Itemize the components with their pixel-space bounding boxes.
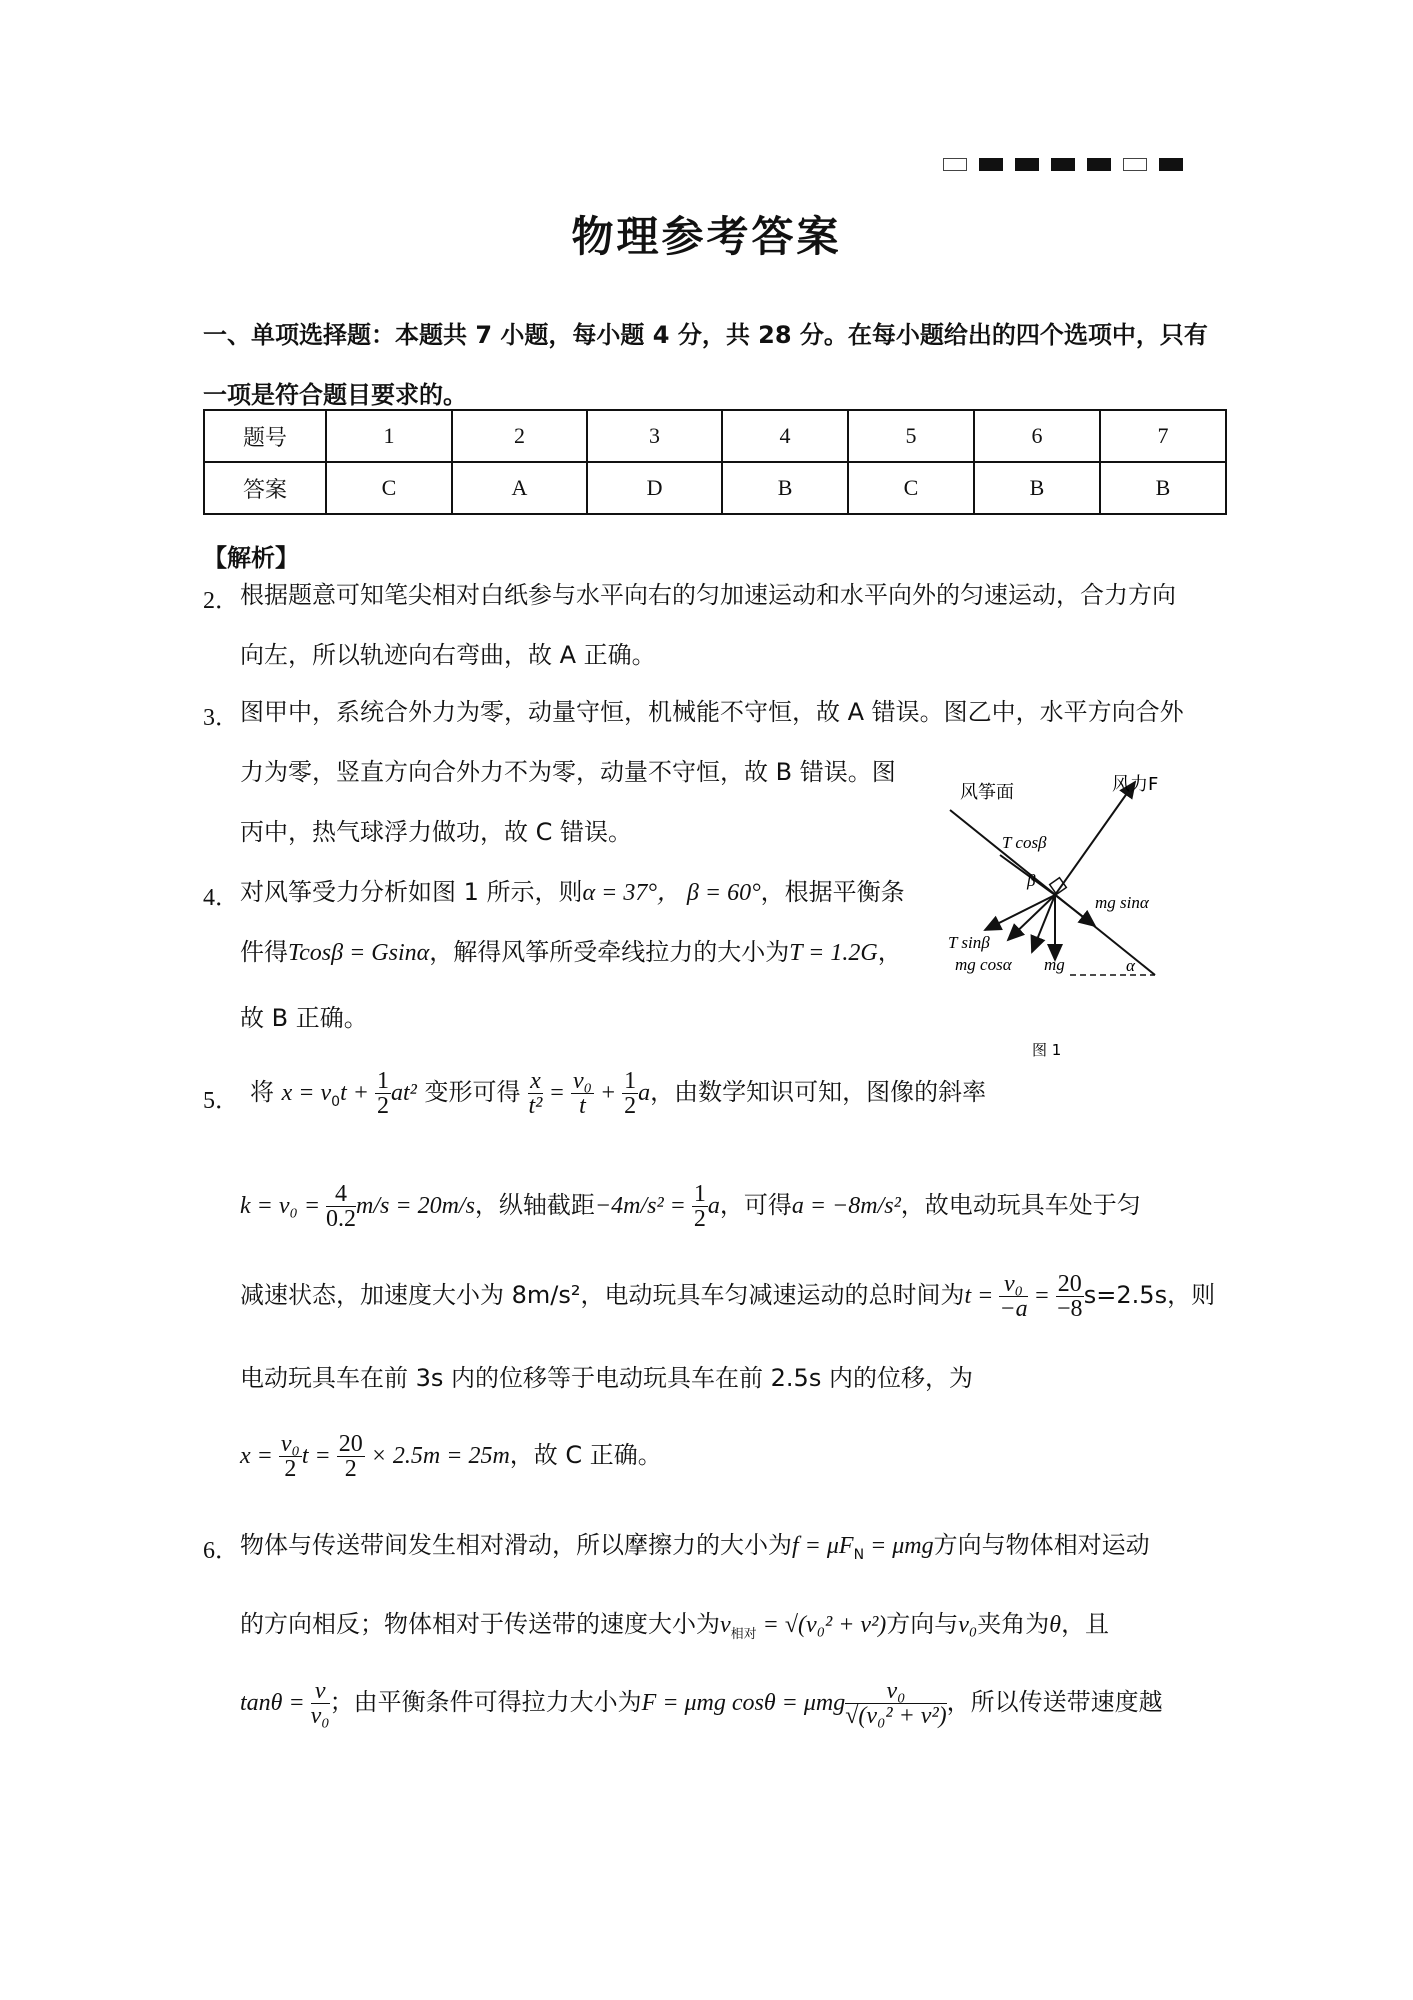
- q3-line: 力为零，竖直方向合外力不为零，动量不守恒，故 B 错误。图: [240, 758, 896, 786]
- section-heading: 一、单项选择题：本题共 7 小题，每小题 4 分，共 28 分。在每小题给出的四个选项中，只有一项是符合题目要求的。: [203, 321, 1208, 409]
- question-number: 6．: [203, 1538, 239, 1564]
- q5-text: 变形可得: [424, 1078, 521, 1106]
- q4-line: 故 B 正确。: [240, 1004, 368, 1032]
- subscript: 相对: [730, 1626, 757, 1642]
- q5-math: a: [638, 1080, 651, 1106]
- q3-line: 丙中，热气球浮力做功，故 C 错误。: [240, 818, 633, 846]
- label-t-cos: T cosβ: [1002, 833, 1047, 852]
- page-title: 物理参考答案: [571, 212, 842, 261]
- q4-math: α = 37°， β = 60°: [582, 880, 761, 906]
- denominator: −a: [999, 1295, 1028, 1322]
- numerator: v₀: [999, 1272, 1027, 1297]
- fraction: [375, 1069, 391, 1118]
- q3-line: 图甲中，系统合外力为零，动量守恒，机械能不守恒，故 A 错误。图乙中，水平方向合外: [240, 698, 1184, 726]
- table-cell: 6: [974, 410, 1100, 462]
- question-number: 4．: [203, 885, 239, 911]
- table-cell: 3: [587, 410, 722, 462]
- q4-line: [240, 862, 905, 923]
- analysis-heading: 【解析】: [203, 544, 299, 572]
- q4-text: 对风筝受力分析如图 1 所示，则: [240, 878, 583, 906]
- label-mg: mg: [1044, 955, 1065, 974]
- q5-text: 将: [250, 1078, 274, 1106]
- q6-line: 的方向相反；物体相对于传送带的速度大小为$v_{相对} = √(v_0^2 + v^2)$方向与v₀夹角为θ，且: [240, 1610, 1110, 1642]
- q5-math: a = −8m/s²: [791, 1193, 901, 1219]
- q5-math: x =: [240, 1443, 279, 1469]
- q6-text: 物体与传送带间发生相对滑动，所以摩擦力的大小为: [240, 1531, 792, 1559]
- numerator: v₀: [845, 1679, 946, 1704]
- q5-line: 电动玩具车在前 3s 内的位移等于电动玩具车在前 2.5s 内的位移，为: [240, 1364, 973, 1392]
- table-cell: 4: [722, 410, 848, 462]
- table-cell: 2: [452, 410, 587, 462]
- q5-math: a: [707, 1193, 720, 1219]
- q5-math: t =: [964, 1283, 1000, 1309]
- q4-math: Tcosβ = Gsinα: [288, 940, 430, 966]
- q6-text: 方向与: [886, 1610, 959, 1638]
- q6-text: 方向与物体相对运动: [933, 1531, 1150, 1559]
- denominator: 2: [284, 1455, 297, 1482]
- fraction: [337, 1432, 365, 1481]
- table-row: [204, 410, 1226, 462]
- denominator: v₀: [310, 1702, 330, 1729]
- q5-text: s=2.5s，则: [1083, 1281, 1216, 1309]
- table-cell: B: [722, 462, 848, 514]
- q2-line: 根据题意可知笔尖相对白纸参与水平向右的匀加速运动和水平向外的匀速运动，合力方向: [240, 581, 1176, 609]
- denominator: 0.2: [326, 1205, 357, 1232]
- q6-math: f = μF: [792, 1533, 854, 1559]
- mark-empty: [1123, 158, 1147, 171]
- denominator: √(v₀² + v²): [845, 1702, 947, 1729]
- q6-line: [240, 1672, 1163, 1733]
- q5-text: ，可得: [719, 1191, 792, 1219]
- numerator: 4: [326, 1182, 356, 1207]
- q6-text: 夹角为: [977, 1610, 1050, 1638]
- fraction: [528, 1069, 543, 1118]
- denominator: t²: [528, 1092, 543, 1119]
- force-diagram: [940, 760, 1190, 1060]
- mark-empty: [943, 158, 967, 171]
- q6-math: v₀: [958, 1612, 978, 1638]
- q4-text: ，解得风筝所受牵线拉力的大小为: [429, 938, 790, 966]
- table-cell: 5: [848, 410, 974, 462]
- q6-math: F = μmg cosθ = μmg: [641, 1690, 846, 1716]
- denominator: 2: [344, 1455, 357, 1482]
- q5-line: [240, 1175, 1220, 1236]
- mark-filled: [1015, 158, 1039, 171]
- row-label: 题号: [204, 410, 326, 462]
- numerator: v₀: [572, 1067, 592, 1094]
- row-label: 答案: [204, 462, 326, 514]
- q5-line: 减速状态，加速度大小为 8m/s²，电动玩具车匀减速运动的总时间为t = $\frac{\text{v₀}}{-a}$ = $\frac{20}{-8}$ s=2.5s，则: [240, 1270, 1216, 1322]
- q6-math: = μmg: [864, 1533, 934, 1559]
- q6-math: √(v₀² + v²): [784, 1612, 887, 1638]
- subscript: N: [853, 1546, 865, 1563]
- numerator: 20: [1057, 1270, 1082, 1297]
- table-cell: 1: [326, 410, 452, 462]
- label-wind-force: 风力F: [1112, 774, 1159, 795]
- q5-math: k = v₀ =: [240, 1193, 327, 1219]
- mg-sin-arrow: [1055, 895, 1095, 926]
- subscript: 0: [331, 1093, 341, 1110]
- table-row: [204, 462, 1226, 514]
- question-number: 5．: [203, 1088, 239, 1114]
- denominator: t: [579, 1092, 586, 1119]
- figure-caption: 图 1: [1032, 1041, 1062, 1059]
- q5-text: ，故电动玩具车处于匀: [900, 1191, 1141, 1219]
- table-cell: 7: [1100, 410, 1226, 462]
- q5-text: 减速状态，加速度大小为 8m/s²，电动玩具车匀减速运动的总时间为: [240, 1281, 965, 1309]
- table-cell: C: [326, 462, 452, 514]
- fraction: [326, 1182, 356, 1231]
- mg-cos-arrow: [1032, 895, 1055, 952]
- q6-text: ，所以传送带速度越: [946, 1688, 1163, 1716]
- fraction: [1056, 1272, 1084, 1321]
- q6-text: 的方向相反；物体相对于传送带的速度大小为: [240, 1610, 720, 1638]
- denominator: 2: [376, 1092, 389, 1119]
- question-number: 3．: [203, 705, 239, 731]
- mark-filled: [979, 158, 1003, 171]
- q6-line: [240, 1515, 1150, 1585]
- q5-line: 将 $x = v_0t$ + $\frac{1}{2}$ at² 变形可得 $\frac{x}{\text{t²}}$ = $\frac{\text{v₀}}{t}$ + $\frac{1}{2}$ a，由数学知识可知，图像的斜率: [250, 1067, 987, 1119]
- numerator: 20: [338, 1430, 363, 1457]
- table-cell: D: [587, 462, 722, 514]
- numerator: x: [530, 1067, 541, 1094]
- table-cell: B: [974, 462, 1100, 514]
- numerator: 1: [624, 1067, 637, 1094]
- q5-text: ，由数学知识可知，图像的斜率: [650, 1078, 987, 1106]
- q6-math: v: [720, 1612, 731, 1638]
- numerator: v₀: [280, 1430, 300, 1457]
- tension-arrow: [985, 895, 1055, 930]
- q5-text: ，纵轴截距: [474, 1191, 595, 1219]
- q5-math: x = v: [281, 1080, 332, 1106]
- tension-sin-arrow: [1008, 895, 1055, 940]
- barcode-marks: [943, 158, 1183, 171]
- numerator: v: [311, 1679, 330, 1704]
- numerator: 1: [693, 1180, 706, 1207]
- mark-filled: [1159, 158, 1183, 171]
- fraction: [571, 1069, 594, 1118]
- q6-text: ；由平衡条件可得拉力大小为: [329, 1688, 642, 1716]
- q5-line: [240, 1425, 662, 1486]
- fraction: [622, 1069, 638, 1118]
- q6-text: ，且: [1061, 1610, 1110, 1638]
- q5-math: t +: [340, 1080, 375, 1106]
- label-beta: β: [1027, 871, 1036, 890]
- fraction: [311, 1679, 330, 1728]
- fraction: [999, 1272, 1027, 1321]
- q4-math: T = 1.2G: [789, 940, 878, 966]
- denominator: −8: [1057, 1295, 1083, 1322]
- denominator: 2: [624, 1092, 637, 1119]
- fraction: [845, 1679, 946, 1728]
- label-mg-sin: mg sinα: [1095, 893, 1149, 912]
- q5-math: m/s = 20m/s: [356, 1193, 475, 1219]
- label-mg-cos: mg cosα: [955, 955, 1012, 974]
- q4-text: ，: [877, 938, 902, 966]
- question-number: 2．: [203, 588, 239, 614]
- fraction: [279, 1432, 302, 1481]
- fraction: [692, 1182, 708, 1231]
- q6-math: tanθ =: [240, 1690, 311, 1716]
- q4-text: 件得: [240, 938, 288, 966]
- q4-text: ，根据平衡条: [760, 878, 905, 906]
- table-cell: B: [1100, 462, 1226, 514]
- denominator: 2: [693, 1205, 706, 1232]
- q5-text: ，故 C 正确。: [509, 1441, 662, 1469]
- q5-math: × 2.5m = 25m: [364, 1443, 510, 1469]
- q6-math: θ: [1049, 1612, 1062, 1638]
- q4-line: [240, 922, 902, 983]
- mark-filled: [1051, 158, 1075, 171]
- wind-force-arrow: [1055, 782, 1135, 895]
- q5-math: at²: [390, 1080, 417, 1106]
- label-face: 风筝面: [960, 782, 1014, 803]
- mark-filled: [1087, 158, 1111, 171]
- label-alpha: α: [1126, 956, 1135, 975]
- q5-math: t =: [301, 1443, 337, 1469]
- numerator: 1: [376, 1067, 389, 1094]
- table-cell: C: [848, 462, 974, 514]
- table-cell: A: [452, 462, 587, 514]
- q2-line: 向左，所以轨迹向右弯曲，故 A 正确。: [240, 641, 656, 669]
- q5-math: −4m/s² =: [594, 1193, 692, 1219]
- answer-table: [203, 409, 1227, 515]
- label-t-sin: T sinβ: [948, 933, 990, 952]
